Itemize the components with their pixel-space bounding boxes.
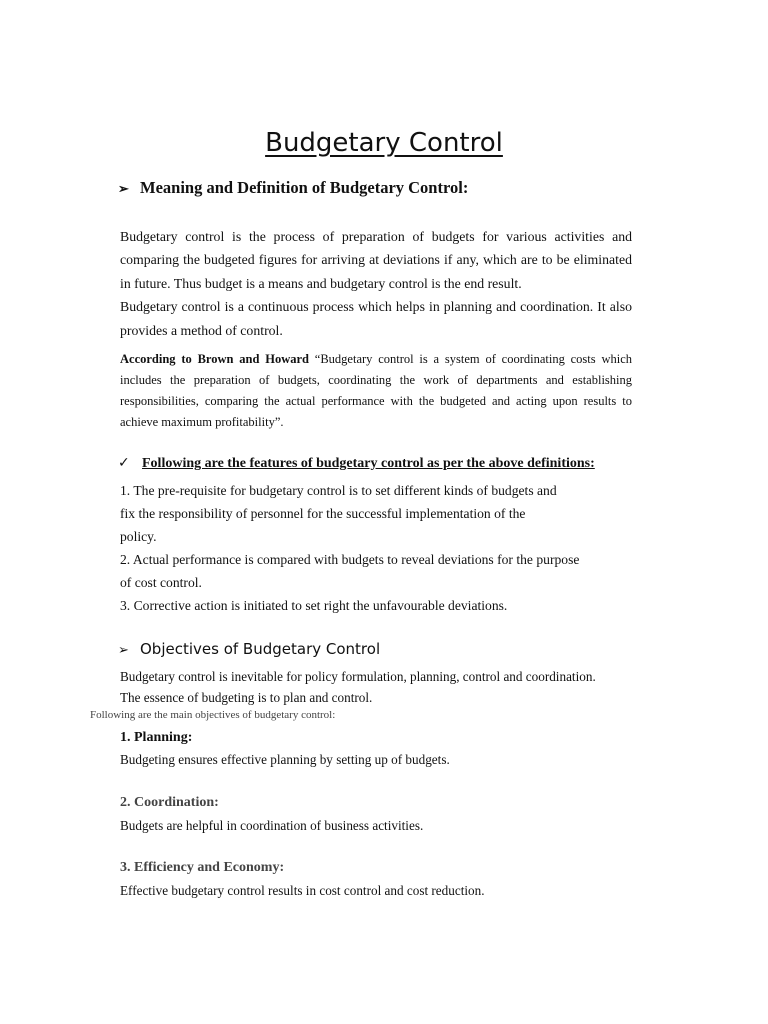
- arrow-bullet-icon: ➢: [118, 181, 129, 196]
- list-item: 3. Corrective action is initiated to set right the unfavourable deviations.: [120, 598, 508, 613]
- list-item: 2. Actual performance is compared with budgets to reveal deviations for the purpose: [120, 552, 580, 567]
- definition-paragraph: [120, 225, 632, 342]
- objective-heading-efficiency: 3. Efficiency and Economy:: [120, 860, 285, 875]
- list-item: fix the responsibility of personnel for the successful implementation of the: [120, 506, 526, 521]
- objectives-lead: Following are the main objectives of budgetary control:: [90, 709, 336, 721]
- objective-heading-planning: 1. Planning:: [120, 730, 193, 745]
- objective-body-planning: Budgeting ensures effective planning by setting up of budgets.: [120, 752, 450, 767]
- objectives-intro: [120, 666, 596, 708]
- brown-howard-quote: [120, 349, 632, 433]
- list-item: policy.: [120, 529, 157, 544]
- features-heading: [118, 455, 595, 472]
- list-item: of cost control.: [120, 575, 202, 590]
- objective-heading-coordination: 2. Coordination:: [120, 795, 219, 810]
- features-list: [120, 479, 632, 617]
- objectives-heading-text: Objectives of Budgetary Control: [140, 640, 381, 658]
- intro-line: Budgetary control is inevitable for policy formulation, planning, control and coordination.: [120, 669, 596, 684]
- objectives-heading: [118, 640, 380, 658]
- paragraph-sentence: Budgetary control is the process of preparation of budgets for various activities and comparing the budgeted figures for arriving at deviations if any, which are to be eliminated in future. Thus budget is a means and budgetary control is the end result.: [120, 229, 632, 291]
- features-heading-text: Following are the features of budgetary control as per the above definitions:: [142, 456, 595, 471]
- objective-body-coordination: Budgets are helpful in coordination of business activities.: [120, 818, 424, 833]
- check-bullet-icon: ✓: [118, 455, 130, 471]
- intro-line: The essence of budgeting is to plan and control.: [120, 690, 373, 705]
- objective-body-efficiency: Effective budgetary control results in cost control and cost reduction.: [120, 883, 485, 898]
- quote-author: According to Brown and Howard: [120, 352, 309, 366]
- paragraph-sentence: Budgetary control is a continuous process which helps in planning and coordination. It also provides a method of control.: [120, 299, 632, 338]
- arrow-bullet-icon: ➢: [118, 643, 129, 658]
- quote-text: “Budgetary control is a system of coordinating costs which includes the preparation of budgets, coordinating the work of departments and establishing responsibilities, comparing the actual performance with the budgeted and acting upon results to achieve maximum profitability”.: [120, 352, 632, 429]
- page-title: Budgetary Control: [265, 128, 503, 158]
- section-heading-text: Meaning and Definition of Budgetary Control:: [140, 178, 469, 197]
- list-item: 1. The pre-requisite for budgetary control is to set different kinds of budgets and: [120, 483, 557, 498]
- section-heading-meaning: [118, 178, 468, 198]
